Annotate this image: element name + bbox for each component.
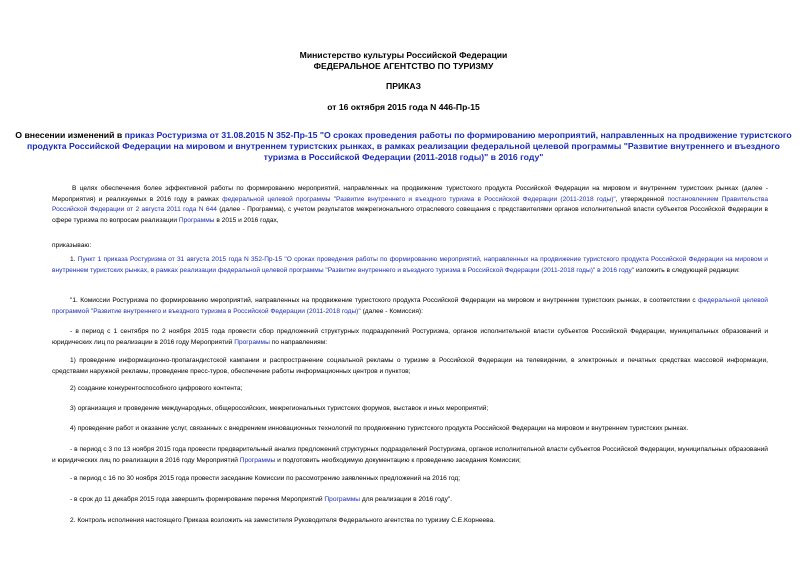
item-2: 2. Контроль исполнения настоящего Приказа возложить на заместителя Руководителя Федерального агентства по туризму С.Е.Корнеева. [70, 517, 496, 524]
direction-item: 1) проведение информационно-пропагандистской кампании и распространение социальной рекламы о туризме в Российской Федерации на телевидении, в электронных и печатных средствах массовой информации, средствами наружной рекламы, проведение пресс-туров, обеспечение работы информационных центров и пунктов; [52, 357, 768, 375]
bullet-2-text-end: и подготовить необходимую документацию к проведению заседания Комиссии; [275, 456, 521, 464]
doc-type: ПРИКАЗ [386, 81, 421, 91]
agency-name: ФЕДЕРАЛЬНОЕ АГЕНТСТВО ПО ТУРИЗМУ [313, 61, 494, 71]
title-prefix: О внесении изменений в [15, 130, 125, 140]
title-link[interactable]: приказ Ростуризма от 31.08.2015 N 352-Пр-15 "О сроках проведения работы по формированию мероприятий, направленных на продвижение туристского продукта Российской Федерации на мировом и внутреннем туристских рынках, в рамках реализации федеральной целевой программы "Развитие внутреннего и въездного туризма в Российской Федерации (2011-2018 годы)" в 2016 году" [27, 130, 792, 163]
quote-1-text-end: (далее - Комиссия): [360, 307, 423, 315]
bullet-period-2 [52, 445, 768, 466]
bullet-4-text-end: для реализации в 2016 году". [360, 496, 453, 503]
direction-item: 2) создание конкурентоспособного цифрового контента; [70, 385, 243, 392]
bullet-1-text: - в период с 1 сентября по 2 ноября 2015 года провести сбор предложений структурных подразделений Ростуризма, органов исполнительной власти субъектов Российской Федерации, муниципальных образований и юридических лиц по реализации в 2016 году Мероприятий [52, 328, 768, 346]
order-word: приказываю: [52, 242, 92, 249]
quote-1-program-link[interactable]: федеральной целевой программой "Развитие внутреннего и въездного туризма в Российской Федерации (2011-2018 годы)" [52, 297, 768, 315]
preamble-text-3: (далее - Программа), с учетом результатов межрегионального отраслевого совещания с представителями органов исполнительной власти субъектов Российской Федерации в сфере туризма по вопросам реализации [52, 206, 768, 224]
item-1-number: 1. [70, 256, 78, 263]
ministry-name: Министерство культуры Российской Федерации [299, 50, 508, 60]
bullet-4-text: - в срок до 11 декабря 2015 года завершить формирование перечня Мероприятий [70, 496, 325, 503]
bullet-deadline [52, 495, 768, 506]
program-link[interactable]: федеральной целевой программы "Развитие внутреннего и въездного туризма в Российской Федерации (2011-2018 годы)" [222, 195, 616, 203]
quote-1-text: "1. Комиссии Ростуризма по формированию мероприятий, направленных на продвижение туристского продукта Российской Федерации на мировом и внутреннем туристских рынках, в соответствии с [70, 297, 699, 304]
direction-item: 3) организация и проведение международных, общероссийских, межрегиональных туристских форумов, выставок и иных мероприятий; [70, 405, 489, 412]
bullet-1-program-link[interactable]: Программы [234, 338, 270, 346]
direction-item: 4) проведение работ и оказание услуг, связанных с внедрением инновационных технологий по продвижению туристского продукта Российской Федерации на мировом и внутреннем туристских рынках. [70, 425, 689, 432]
program-short-link[interactable]: Программы [178, 216, 215, 224]
bullet-4-program-link[interactable]: Программы [324, 496, 361, 503]
item-1-text: изложить в следующей редакции: [634, 266, 740, 274]
item-1-link[interactable]: Пункт 1 приказа Ростуризма от 31 августа 2015 года N 352-Пр-15 "О сроках проведения работы по формированию мероприятий, направленных на продвижение туристского продукта Российской Федерации на мировом и внутреннем туристских рынках, в рамках реализации федеральной целевой программы "Развитие внутреннего и въездного туризма в Российской Федерации (2011-2018 годы)" в 2016 году" [52, 256, 768, 274]
bullet-period-1 [52, 327, 768, 348]
item-1 [52, 255, 768, 276]
preamble-text-4: в 2015 и 2016 годах, [214, 216, 279, 224]
bullet-2-program-link[interactable]: Программы [239, 456, 276, 464]
bullet-1-text-end: по направлениям: [269, 338, 328, 346]
bullet-2-text: - в период с 3 по 13 ноября 2015 года провести предварительный анализ предложений структурных подразделений Ростуризма, органов исполнительной власти субъектов Российской Федерации, муниципальных образований и юридических лиц по реализации в 2016 году Мероприятий [52, 446, 768, 464]
resolution-link[interactable]: постановлением Правительства Российской Федерации от 2 августа 2011 года N 644 [52, 195, 768, 214]
doc-title [14, 130, 793, 164]
preamble-paragraph [52, 184, 768, 226]
preamble-text-2: , утвержденной [615, 195, 668, 203]
preamble-text-1: В целях обеспечения более эффективной работы по формированию мероприятий, направленных на продвижение туристского продукта Российской Федерации на мировом и внутреннем туристских рынках (далее - Мероприятия) и реализуемых в 2016 году в рамках [52, 185, 768, 203]
doc-date-number: от 16 октября 2015 года N 446-Пр-15 [327, 102, 480, 112]
quote-paragraph-1 [52, 296, 768, 317]
bullet-period-3: - в период с 16 по 30 ноября 2015 года провести заседание Комиссии по рассмотрению заявленных предложений на 2016 год; [70, 475, 461, 482]
